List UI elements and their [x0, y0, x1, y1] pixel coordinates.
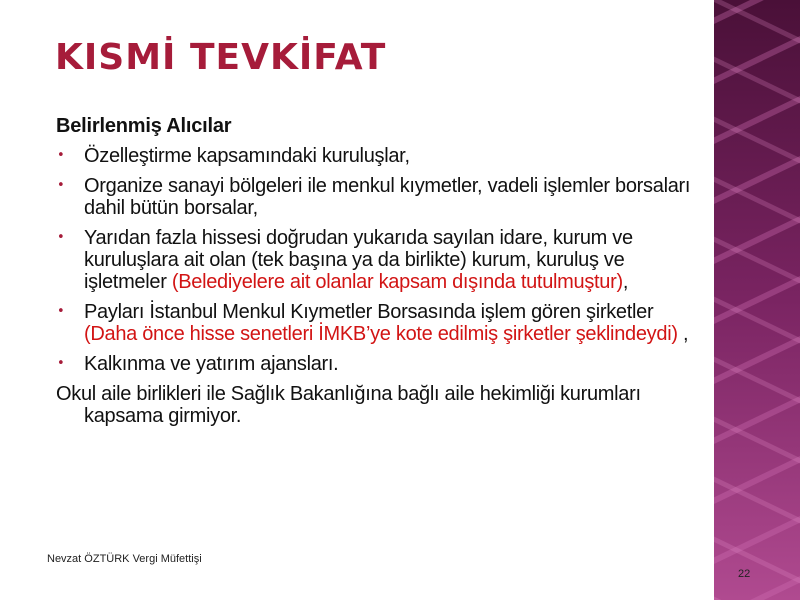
bullet-dot-icon: •: [57, 230, 65, 245]
slide-title: KISMİ TEVKİFAT: [55, 37, 387, 78]
bullet-list: [56, 145, 706, 375]
bullet-item: [56, 175, 706, 219]
emphasis-text: (Belediyelere ait olanlar kapsam dışında tutulmuştur): [171, 271, 623, 293]
decorative-side-band: [714, 0, 800, 600]
subheading: Belirlenmiş Alıcılar: [56, 115, 232, 137]
bullet-dot-icon: •: [57, 178, 65, 193]
bullet-text: Payları İstanbul Menkul Kıymetler Borsasında işlem gören şirketler: [84, 301, 654, 323]
bullet-text: Özelleştirme kapsamındaki kuruluşlar,: [84, 145, 410, 167]
bullet-text: Kalkınma ve yatırım ajansları.: [84, 353, 339, 375]
bullet-tail: ,: [677, 323, 689, 345]
bullet-item: [56, 145, 706, 167]
bullet-item: [56, 301, 706, 345]
emphasis-text: (Daha önce hisse senetleri İMKB’ye kote edilmiş şirketler şeklindeydi): [84, 323, 678, 345]
bullet-item: [56, 227, 706, 293]
bullet-item: [56, 353, 706, 375]
bullet-dot-icon: •: [57, 356, 65, 371]
bullet-tail: ,: [622, 271, 629, 293]
footer-author: Nevzat ÖZTÜRK Vergi Müfettişi: [47, 553, 202, 565]
bullet-text: Yarıdan fazla hissesi doğrudan yukarıda sayılan idare, kurum ve kuruluşlara ait olan (tek başına ya da birlikte) kurum, kuruluş ve işletmeler: [84, 227, 633, 293]
slide-body: [56, 115, 706, 427]
bullet-dot-icon: •: [57, 148, 65, 163]
page-number: 22: [738, 568, 751, 580]
bullet-dot-icon: •: [57, 304, 65, 319]
closing-note: Okul aile birlikleri ile Sağlık Bakanlığına bağlı aile hekimliği kurumları kapsama girmiyor.: [56, 383, 641, 427]
stripe-pattern: [714, 0, 800, 600]
bullet-text: Organize sanayi bölgeleri ile menkul kıymetler, vadeli işlemler borsaları dahil bütün borsalar,: [84, 175, 691, 219]
